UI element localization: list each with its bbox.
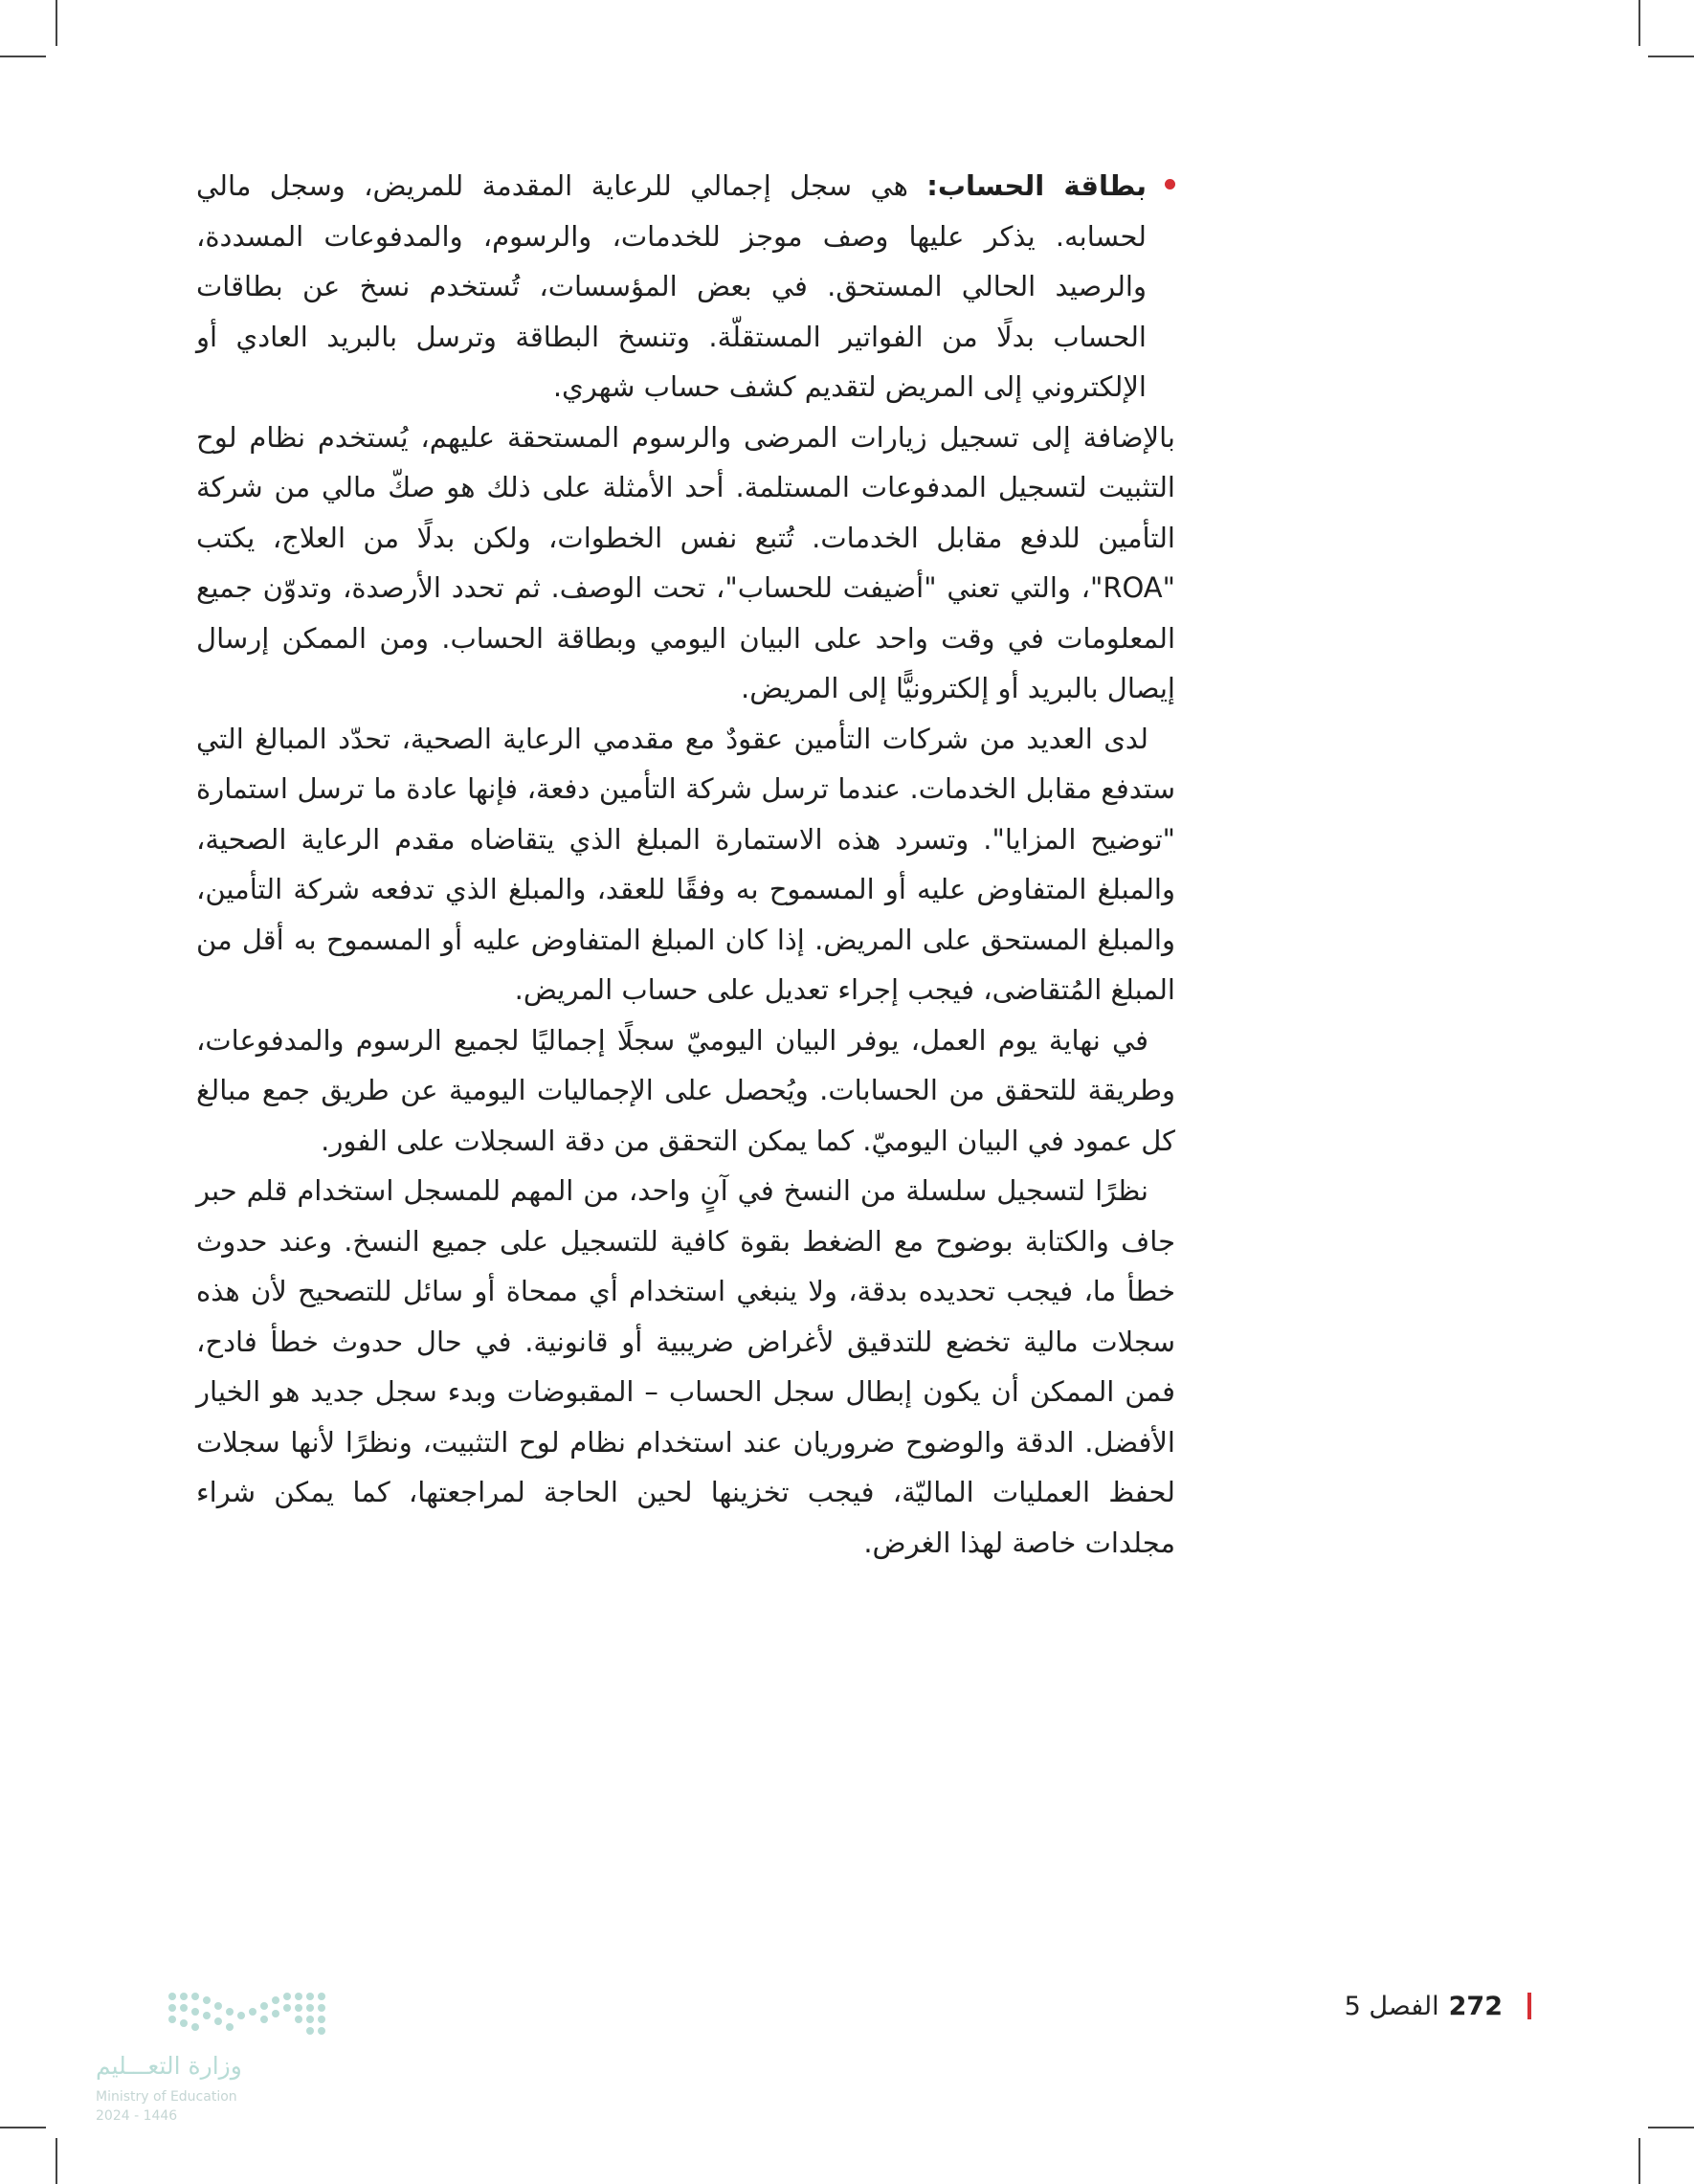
paragraph: في نهاية يوم العمل، يوفر البيان اليوميّ سجلًا إجماليًا لجميع الرسوم والمدفوعات، وطريقة للتحقق من الحسابات. ويُحصل على الإجماليات اليومية عن طريق جمع مبالغ كل عمود في البيان اليوميّ. كما يمكن التحقق من دقة السجلات على الفور. (196, 1023, 1175, 1157)
crop-mark (1638, 2138, 1640, 2184)
crop-mark (56, 0, 57, 46)
bullet-dot-icon (1165, 179, 1175, 189)
logo-year-text: 2024 - 1446 (96, 2108, 178, 2124)
term-account-card: بطاقة الحساب: (926, 169, 1147, 202)
chapter-label: الفصل 5 (1344, 1991, 1439, 2021)
logo-arabic-text: وزارة التعـــليم (96, 2052, 242, 2080)
footer-accent-bar (1527, 1993, 1531, 2019)
crop-mark (1648, 2127, 1694, 2128)
page-number: 272 (1448, 1991, 1503, 2021)
logo-dots-icon (165, 1987, 327, 2044)
paragraph: لدى العديد من شركات التأمين عقودٌ مع مقدمي الرعاية الصحية، تحدّد المبالغ التي ستدفع مقابل الخدمات. عندما ترسل شركة التأمين دفعة، فإنها عادة ما ترسل استمارة "توضيح المزايا". وتسرد هذه الاستمارة المبلغ الذي يتقاضاه مقدم الرعاية الصحية، والمبلغ المتفاوض عليه أو المسموح به وفقًا للعقد، والمبلغ الذي تدفعه شركة التأمين، والمبلغ المستحق على المريض. إذا كان المبلغ المتفاوض عليه أو المسموح به أقل من المبلغ المُتقاضى، فيجب إجراء تعديل على حساب المريض. (196, 722, 1175, 1006)
crop-mark (1638, 0, 1640, 46)
paragraph: بالإضافة إلى تسجيل زيارات المرضى والرسوم المستحقة عليهم، يُستخدم نظام لوح التثبيت لتسجيل المدفوعات المستلمة. أحد الأمثلة على ذلك هو صكّ مالي من شركة التأمين للدفع مقابل الخدمات. تُتبع نفس الخطوات، ولكن بدلًا من العلاج، يكتب "ROA"، والتي تعني "أضيفت للحساب"، تحت الوصف. ثم تحدد الأرصدة، وتدوّن جميع المعلومات في وقت واحد على البيان اليومي وبطاقة الحساب. ومن الممكن إرسال إيصال بالبريد أو إلكترونيًّا إلى المريض. (196, 420, 1175, 704)
main-text (196, 161, 1175, 1568)
crop-mark (1648, 56, 1694, 57)
bullet-paragraph (196, 161, 1175, 412)
ministry-logo (96, 1987, 325, 2140)
crop-mark (0, 56, 46, 57)
paragraph: نظرًا لتسجيل سلسلة من النسخ في آنٍ واحد، من المهم للمسجل استخدام قلم حبر جاف والكتابة بوضوح مع الضغط بقوة كافية للتسجيل على جميع النسخ. وعند حدوث خطأ ما، فيجب تحديده بدقة، ولا ينبغي استخدام أي ممحاة أو سائل للتصحيح لأن هذه سجلات مالية تخضع للتدقيق لأغراض ضريبية أو قانونية. في حال حدوث خطأ فادح، فمن الممكن أن يكون إبطال سجل الحساب – المقبوضات وبدء سجل جديد هو الخيار الأفضل. الدقة والوضوح ضروريان عند استخدام نظام لوح التثبيت، ونظرًا لأنها سجلات لحفظ العمليات الماليّة، فيجب تخزينها لحين الحاجة لمراجعتها، كما يمكن شراء مجلدات خاصة لهذا الغرض. (196, 1174, 1175, 1559)
logo-english-text: Ministry of Education (96, 2089, 237, 2105)
page-footer (1340, 1987, 1531, 2025)
crop-mark (0, 2127, 46, 2128)
bullet-text: هي سجل إجمالي للرعاية المقدمة للمريض، وسجل مالي لحسابه. يذكر عليها وصف موجز للخدمات، والرسوم، والمدفوعات المسددة، والرصيد الحالي المستحق. في بعض المؤسسات، تُستخدم نسخ عن بطاقات الحساب بدلًا من الفواتير المستقلّة. وتنسخ البطاقة وترسل بالبريد العادي أو الإلكتروني إلى المريض لتقديم كشف حساب شهري. (196, 169, 1147, 403)
crop-mark (56, 2138, 57, 2184)
